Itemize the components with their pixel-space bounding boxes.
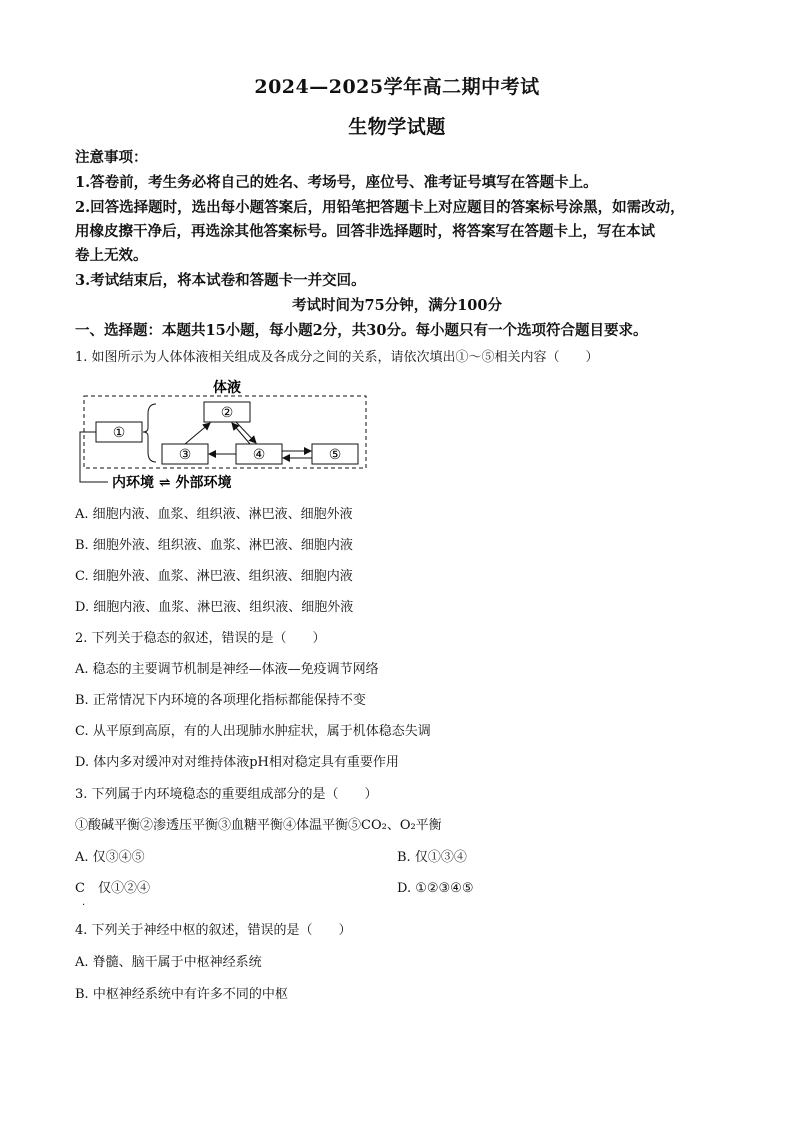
q1-option-d: D. 细胞内液、血浆、淋巴液、组织液、细胞外液 — [75, 600, 354, 615]
q3-stem: 3. 下列属于内环境稳态的重要组成部分的是（ ） — [75, 787, 378, 802]
box-2-label: ② — [220, 405, 234, 421]
q2-option-a: A. 稳态的主要调节机制是神经—体液—免疫调节网络 — [75, 662, 379, 677]
notice-item-2-line-3: 卷上无效。 — [75, 247, 148, 264]
arrow-3-to-2 — [185, 423, 210, 444]
q3-option-b: B. 仅①③④ — [397, 850, 467, 865]
box-1-label: ① — [112, 425, 126, 441]
exam-subject-title: 生物学试题 — [348, 116, 446, 138]
q3-option-c: C 仅①②④ — [75, 881, 150, 896]
q4-option-a: A. 脊髓、脑干属于中枢神经系统 — [75, 955, 262, 970]
notice-heading: 注意事项： — [75, 149, 148, 166]
q1-option-a: A. 细胞内液、血浆、组织液、淋巴液、细胞外液 — [75, 507, 353, 522]
diagram-bottom-label: 内环境 ⇌ 外部环境 — [112, 475, 232, 491]
q2-option-d: D. 体内多对缓冲对对维持体液pH相对稳定具有重要作用 — [75, 755, 399, 770]
diagram-top-label: 体液 — [213, 380, 241, 396]
box-4-label: ④ — [252, 447, 266, 463]
q1-option-c: C. 细胞外液、血浆、淋巴液、组织液、细胞内液 — [75, 569, 353, 584]
stray-mark: · — [82, 900, 86, 911]
q3-option-d: D. ①②③④⑤ — [397, 881, 474, 896]
q4-option-b: B. 中枢神经系统中有许多不同的中枢 — [75, 987, 288, 1002]
q3-option-a: A. 仅③④⑤ — [75, 850, 145, 865]
box-3-label: ③ — [178, 447, 192, 463]
exam-title: 2024—2025学年高二期中考试 — [254, 76, 540, 98]
notice-item-2-line-2: 用橡皮擦干净后，再选涂其他答案标号。回答非选择题时，将答案写在答题卡上，写在本试 — [75, 223, 655, 240]
section-1-heading: 一、选择题：本题共15小题，每小题2分，共30分。每小题只有一个选项符合题目要求。 — [75, 322, 648, 339]
body-fluid-diagram — [70, 374, 380, 494]
notice-item-2-line-1: 2.回答选择题时，选出每小题答案后，用铅笔把答题卡上对应题目的答案标号涂黑，如需改动， — [75, 199, 685, 216]
q3-items: ①酸碱平衡②渗透压平衡③血糖平衡④体温平衡⑤CO₂、O₂平衡 — [75, 818, 442, 833]
q2-option-b: B. 正常情况下内环境的各项理化指标都能保持不变 — [75, 693, 366, 708]
box-5-label: ⑤ — [328, 447, 342, 463]
q4-stem: 4. 下列关于神经中枢的叙述，错误的是（ ） — [75, 923, 352, 938]
q1-stem: 1. 如图所示为人体体液相关组成及各成分之间的关系，请依次填出①～⑤相关内容（ ） — [75, 350, 599, 365]
q1-option-b: B. 细胞外液、组织液、血浆、淋巴液、细胞内液 — [75, 538, 353, 553]
brace — [143, 404, 156, 462]
notice-item-3: 3.考试结束后，将本试卷和答题卡一并交回。 — [75, 272, 366, 289]
q2-option-c: C. 从平原到高原，有的人出现肺水肿症状，属于机体稳态失调 — [75, 724, 431, 739]
notice-item-1: 1.答卷前，考生务必将自己的姓名、考场号，座位号、准考证号填写在答题卡上。 — [75, 174, 598, 191]
exam-time-note: 考试时间为75分钟，满分100分 — [292, 297, 502, 314]
q2-stem: 2. 下列关于稳态的叙述，错误的是（ ） — [75, 631, 326, 646]
